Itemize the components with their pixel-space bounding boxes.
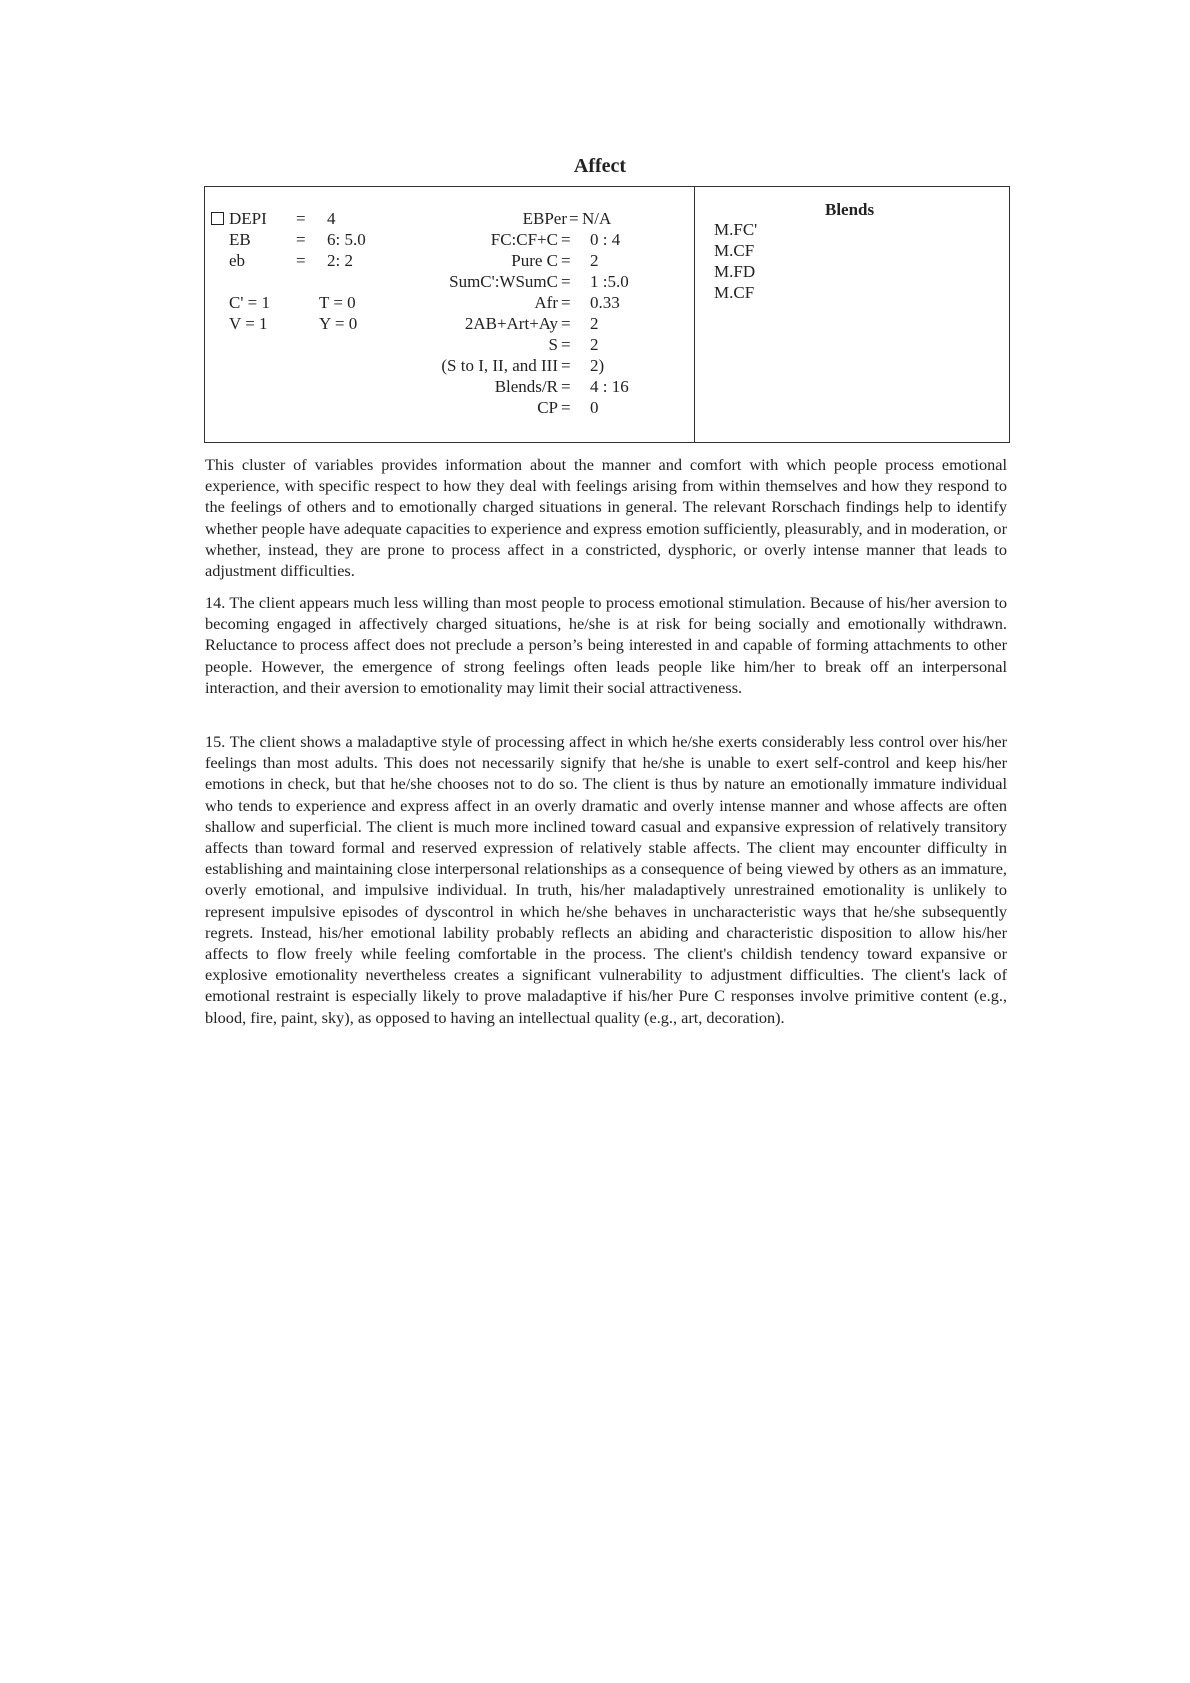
depi-eq: =	[296, 209, 306, 228]
s-value: 2	[590, 335, 599, 354]
eb-small-value: 2: 2	[327, 251, 353, 270]
depi-value: 4	[327, 209, 336, 228]
blend-item: M.CF	[714, 241, 755, 260]
y-value: Y = 0	[319, 314, 358, 333]
pure-c-eq: =	[561, 251, 571, 270]
s-to-i-ii-iii-eq: =	[561, 356, 571, 375]
eb-label: EB	[229, 230, 251, 249]
afr-eq: =	[561, 293, 571, 312]
2ab-art-ay-value: 2	[590, 314, 599, 333]
sumc-wsumc-label: SumC':WSumC	[449, 272, 558, 291]
fc-cf-c-eq: =	[561, 230, 571, 249]
cp-label: CP	[537, 398, 558, 417]
eb-small-label: eb	[229, 251, 246, 270]
blends-r-eq: =	[561, 377, 571, 396]
fc-cf-c-value: 0 : 4	[590, 230, 621, 249]
section-title: Affect	[573, 155, 627, 177]
ebper-label: EBPer	[522, 209, 567, 228]
eb-eq: =	[296, 230, 306, 249]
ebper-value: N/A	[582, 209, 612, 228]
eb-small-eq: =	[296, 251, 306, 270]
ebper-eq: =	[569, 209, 579, 228]
cp-eq: =	[561, 398, 571, 417]
column-divider	[694, 187, 695, 442]
sumc-wsumc-value: 1 :5.0	[590, 272, 629, 291]
blends-r-value: 4 : 16	[590, 377, 629, 396]
fc-cf-c-label: FC:CF+C	[490, 230, 558, 249]
intro-paragraph: This cluster of variables provides information about the manner and comfort with which people process emotional experience, with specific respect to how they deal with feelings arising from within themselves and how they respond to the feelings of others and to emotionally charged situations in general. The relevant Rorschach findings help to identify whether people have adequate capacities to experience and express emotion sufficiently, pleasurably, and in moderation, or whether, instead, they are prone to process affect in a constricted, dysphoric, or overly intense manner that leads to adjustment difficulties.	[205, 455, 1007, 581]
afr-label: Afr	[534, 293, 558, 312]
affect-table	[204, 186, 1010, 443]
finding-15-paragraph: 15. The client shows a maladaptive style of processing affect in which he/she exerts considerably less control over his/her feelings than most adults. This does not necessarily signify that he/she is unable to exert self-control and keep his/her emotions in check, but that he/she chooses not to do so. The client is thus by nature an emotionally immature individual who tends to experience and express affect in an overly dramatic and overly intense manner and whose affects are often shallow and superficial. The client is much more inclined toward casual and expansive expression of relatively transitory affects than toward formal and reserved expression of relatively stable affects. The client may encounter difficulty in establishing and maintaining close interpersonal relationships as a consequence of being viewed by others as an immature, overly emotional, and impulsive individual. In truth, his/her maladaptively unrestrained emotionality is unlikely to represent impulsive episodes of dyscontrol in which he/she behaves in uncharacteristic ways that he/she subsequently regrets. Instead, his/her emotional lability probably reflects an abiding and characteristic disposition to allow his/her affects to flow freely while feeling comfortable in the process. The client's childish tendency toward expansive or explosive emotionality nevertheless creates a significant vulnerability to adjustment difficulties. The client's lack of emotional restraint is especially likely to prove maladaptive if his/her Pure C responses involve primitive content (e.g., blood, fire, paint, sky), as opposed to having an intellectual quality (e.g., art, decoration).	[205, 732, 1007, 1027]
s-eq: =	[561, 335, 571, 354]
s-to-i-ii-iii-value: 2)	[590, 356, 605, 375]
s-label: S	[548, 335, 558, 354]
blends-r-label: Blends/R	[494, 377, 558, 396]
blend-item: M.FD	[714, 262, 756, 281]
blend-item: M.CF	[714, 283, 755, 302]
depi-label: DEPI	[229, 209, 267, 228]
blend-item: M.FC'	[714, 220, 758, 239]
eb-value: 6: 5.0	[327, 230, 366, 249]
s-to-i-ii-iii-label: (S to I, II, and III	[441, 356, 558, 375]
depi-checkbox[interactable]	[211, 208, 228, 229]
pure-c-label: Pure C	[511, 251, 558, 270]
t-value: T = 0	[319, 293, 356, 312]
2ab-art-ay-eq: =	[561, 314, 571, 333]
blends-heading: Blends	[825, 200, 875, 219]
sumc-wsumc-eq: =	[561, 272, 571, 291]
cp-value: 0	[590, 398, 599, 417]
checkbox-icon	[211, 212, 224, 225]
pure-c-value: 2	[590, 251, 599, 270]
2ab-art-ay-label: 2AB+Art+Ay	[464, 314, 558, 333]
afr-value: 0.33	[590, 293, 620, 312]
finding-14-paragraph: 14. The client appears much less willing than most people to process emotional stimulation. Because of his/her aversion to becoming engaged in affectively charged situations, he/she is at risk for being socially and emotionally withdrawn. Reluctance to process affect does not preclude a person’s being interested in and capable of forming attachments to other people. However, the emergence of strong feelings often leads people like him/her to break off an interpersonal interaction, and their aversion to emotionality may limit their social attractiveness.	[205, 593, 1007, 697]
v-value: V = 1	[229, 314, 268, 333]
c-prime-value: C' = 1	[229, 293, 270, 312]
